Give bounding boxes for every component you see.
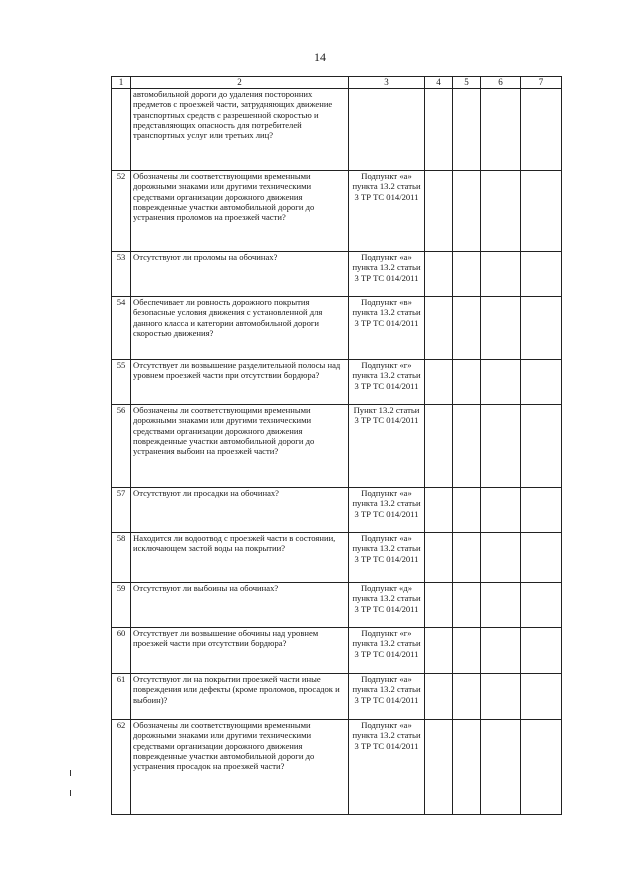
empty-cell	[481, 533, 521, 583]
legal-reference: Подпункт «а» пункта 13.2 статьи 3 ТР ТС 014/2011	[349, 252, 425, 297]
row-number: 54	[112, 297, 131, 360]
empty-cell	[481, 628, 521, 674]
column-header: 2	[131, 77, 349, 89]
question-text: Обеспечивает ли ровность дорожного покрытия безопасные условия движения с установленной для данного класса и категории автомобильной дороги скоростью движения?	[131, 297, 349, 360]
empty-cell	[425, 488, 453, 533]
legal-reference: Пункт 13.2 статьи 3 ТР ТС 014/2011	[349, 405, 425, 488]
empty-cell	[481, 583, 521, 628]
empty-cell	[425, 583, 453, 628]
empty-cell	[481, 89, 521, 171]
table-row	[112, 488, 562, 533]
question-text: Отсутствуют ли выбоины на обочинах?	[131, 583, 349, 628]
empty-cell	[453, 674, 481, 720]
row-number: 57	[112, 488, 131, 533]
legal-reference: Подпункт «г» пункта 13.2 статьи 3 ТР ТС 014/2011	[349, 628, 425, 674]
empty-cell	[425, 360, 453, 405]
empty-cell	[521, 252, 562, 297]
empty-cell	[425, 171, 453, 252]
legal-reference: Подпункт «а» пункта 13.2 статьи 3 ТР ТС 014/2011	[349, 533, 425, 583]
empty-cell	[481, 488, 521, 533]
empty-cell	[425, 533, 453, 583]
legal-reference: Подпункт «а» пункта 13.2 статьи 3 ТР ТС 014/2011	[349, 674, 425, 720]
empty-cell	[453, 488, 481, 533]
empty-cell	[425, 720, 453, 815]
empty-cell	[453, 628, 481, 674]
question-text: автомобильной дороги до удаления посторонних предметов с проезжей части, затрудняющих движение транспортных средств с разрешенной скоростью и представляющих опасность для потребителей транспортных услуг или третьих лиц?	[131, 89, 349, 171]
empty-cell	[425, 405, 453, 488]
empty-cell	[521, 171, 562, 252]
empty-cell	[453, 405, 481, 488]
row-number: 60	[112, 628, 131, 674]
column-header: 4	[425, 77, 453, 89]
table-row	[112, 360, 562, 405]
column-header: 3	[349, 77, 425, 89]
table-row	[112, 720, 562, 815]
question-text: Обозначены ли соответствующими временными дорожными знаками или другими техническими средствами организации дорожного движения поврежденные участки автомобильной дороги до устранения проломов на проезжей части?	[131, 171, 349, 252]
empty-cell	[425, 252, 453, 297]
empty-cell	[481, 674, 521, 720]
legal-reference: Подпункт «г» пункта 13.2 статьи 3 ТР ТС 014/2011	[349, 360, 425, 405]
empty-cell	[481, 720, 521, 815]
checklist-table	[111, 76, 562, 815]
empty-cell	[521, 405, 562, 488]
row-number: 56	[112, 405, 131, 488]
empty-cell	[521, 628, 562, 674]
question-text: Отсутствуют ли просадки на обочинах?	[131, 488, 349, 533]
empty-cell	[521, 89, 562, 171]
legal-reference: Подпункт «д» пункта 13.2 статьи 3 ТР ТС 014/2011	[349, 583, 425, 628]
row-number: 59	[112, 583, 131, 628]
legal-reference: Подпункт «а» пункта 13.2 статьи 3 ТР ТС 014/2011	[349, 488, 425, 533]
margin-stroke	[70, 770, 71, 776]
empty-cell	[453, 89, 481, 171]
empty-cell	[453, 720, 481, 815]
empty-cell	[425, 297, 453, 360]
table-row	[112, 252, 562, 297]
column-header: 1	[112, 77, 131, 89]
page-number: 14	[314, 50, 326, 64]
empty-cell	[481, 360, 521, 405]
empty-cell	[521, 533, 562, 583]
table-row	[112, 628, 562, 674]
column-header: 7	[521, 77, 562, 89]
row-number: 55	[112, 360, 131, 405]
empty-cell	[481, 297, 521, 360]
legal-reference	[349, 89, 425, 171]
empty-cell	[453, 360, 481, 405]
empty-cell	[521, 674, 562, 720]
empty-cell	[481, 171, 521, 252]
row-number: 61	[112, 674, 131, 720]
empty-cell	[521, 583, 562, 628]
table-header-row	[112, 77, 562, 89]
table-row	[112, 583, 562, 628]
table-row	[112, 89, 562, 171]
empty-cell	[453, 583, 481, 628]
legal-reference: Подпункт «в» пункта 13.2 статьи 3 ТР ТС 014/2011	[349, 297, 425, 360]
table-row	[112, 297, 562, 360]
empty-cell	[521, 297, 562, 360]
margin-stroke	[70, 790, 71, 796]
table-row	[112, 533, 562, 583]
row-number: 58	[112, 533, 131, 583]
row-number: 52	[112, 171, 131, 252]
empty-cell	[453, 171, 481, 252]
empty-cell	[481, 252, 521, 297]
empty-cell	[425, 628, 453, 674]
table-row	[112, 405, 562, 488]
legal-reference: Подпункт «а» пункта 13.2 статьи 3 ТР ТС 014/2011	[349, 720, 425, 815]
question-text: Обозначены ли соответствующими временными дорожными знаками или другими техническими средствами организации дорожного движения поврежденные участки автомобильной дороги до устранения просадок на проезжей части?	[131, 720, 349, 815]
question-text: Отсутствуют ли на покрытии проезжей части иные повреждения или дефекты (кроме проломов, просадок и выбоин)?	[131, 674, 349, 720]
row-number	[112, 89, 131, 171]
question-text: Отсутствует ли возвышение обочины над уровнем проезжей части при отсутствии бордюра?	[131, 628, 349, 674]
empty-cell	[425, 674, 453, 720]
question-text: Обозначены ли соответствующими временными дорожными знаками или другими техническими средствами организации дорожного движения поврежденные участки автомобильной дороги до устранения выбоин на проезжей части?	[131, 405, 349, 488]
column-header: 5	[453, 77, 481, 89]
question-text: Находится ли водоотвод с проезжей части в состоянии, исключающем застой воды на покрытии?	[131, 533, 349, 583]
table-row	[112, 674, 562, 720]
table-row	[112, 171, 562, 252]
empty-cell	[521, 360, 562, 405]
empty-cell	[481, 405, 521, 488]
legal-reference: Подпункт «а» пункта 13.2 статьи 3 ТР ТС 014/2011	[349, 171, 425, 252]
question-text: Отсутствует ли возвышение разделительной полосы над уровнем проезжей части при отсутствии бордюра?	[131, 360, 349, 405]
empty-cell	[453, 533, 481, 583]
row-number: 53	[112, 252, 131, 297]
empty-cell	[425, 89, 453, 171]
empty-cell	[521, 720, 562, 815]
empty-cell	[453, 252, 481, 297]
empty-cell	[521, 488, 562, 533]
question-text: Отсутствуют ли проломы на обочинах?	[131, 252, 349, 297]
row-number: 62	[112, 720, 131, 815]
empty-cell	[453, 297, 481, 360]
column-header: 6	[481, 77, 521, 89]
